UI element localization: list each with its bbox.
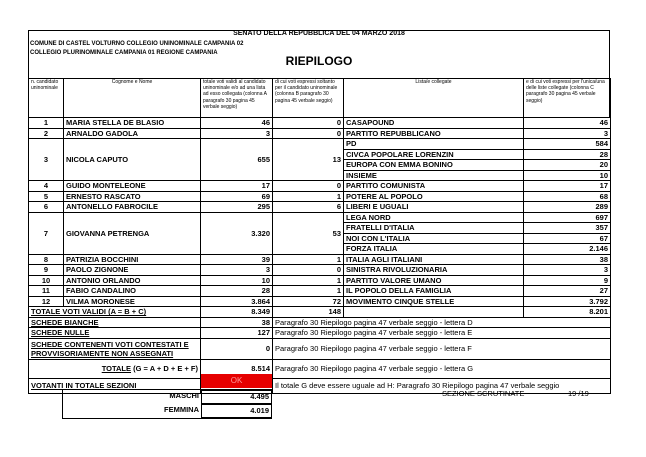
schede-nulle-label: SCHEDE NULLE xyxy=(29,328,201,339)
ok-status-badge: OK xyxy=(201,374,272,388)
contestate-label-line-2: PROVVISORIAMENTE NON ASSEGNATI xyxy=(31,348,174,358)
candidate-name: ERNESTO RASCATO xyxy=(64,191,201,202)
candidate-only-votes: 72 xyxy=(273,296,344,307)
candidate-total-votes: 17 xyxy=(201,181,273,192)
table-row xyxy=(29,202,611,213)
list-votes: 17 xyxy=(524,181,611,192)
list-name: POTERE AL POPOLO xyxy=(344,191,524,202)
list-name: MOVIMENTO CINQUE STELLE xyxy=(344,296,524,307)
totals-section xyxy=(29,307,611,394)
schede-nulle-value: 127 xyxy=(201,328,273,339)
list-votes: 3.792 xyxy=(524,296,611,307)
candidate-number: 5 xyxy=(29,191,64,202)
candidate-number: 4 xyxy=(29,181,64,192)
candidate-total-votes: 10 xyxy=(201,275,273,286)
candidate-number: 3 xyxy=(29,139,64,181)
total-valid-value: 8.349 xyxy=(201,307,273,318)
list-name: PARTITO COMUNISTA xyxy=(344,181,524,192)
candidate-only-votes: 13 xyxy=(273,139,344,181)
femmine-label: FEMMINA xyxy=(164,405,199,414)
candidate-name: PAOLO ZIGNONE xyxy=(64,265,201,276)
list-name: PARTITO REPUBBLICANO xyxy=(344,128,524,139)
col-header-only: di cui voti espressi soltanto per il candidato uninominale (colonna B paragrafo 30 pagina 45 verbale seggio) xyxy=(273,79,344,118)
contestate-label-line-1: SCHEDE CONTENENTI VOTI CONTESTATI E xyxy=(31,339,189,349)
candidate-number: 8 xyxy=(29,254,64,265)
candidate-only-votes: 6 xyxy=(273,202,344,213)
candidate-only-votes: 0 xyxy=(273,265,344,276)
candidate-only-votes: 1 xyxy=(273,286,344,297)
candidate-only-votes: 0 xyxy=(273,128,344,139)
candidate-only-votes: 53 xyxy=(273,212,344,254)
list-votes: 584 xyxy=(524,139,611,150)
sezione-scrutinate-label: SEZIONE SCRUTINATE xyxy=(442,389,525,398)
document-title: SENATO DELLA REPUBBLICA DEL 04 MARZO 2018 xyxy=(233,30,405,37)
sezione-scrutinate-value: 19 /19 xyxy=(568,389,589,398)
total-only-value: 148 xyxy=(273,307,344,318)
schede-contestate-label xyxy=(29,338,201,359)
list-votes: 68 xyxy=(524,191,611,202)
table-row xyxy=(29,128,611,139)
candidate-total-votes: 69 xyxy=(201,191,273,202)
table-row xyxy=(29,296,611,307)
results-table xyxy=(28,78,611,394)
table-row xyxy=(29,139,611,150)
votanti-label: VOTANTI IN TOTALE SEZIONI xyxy=(29,378,201,393)
candidate-total-votes: 655 xyxy=(201,139,273,181)
list-votes: 2.146 xyxy=(524,244,611,255)
list-votes: 3 xyxy=(524,128,611,139)
list-name: ITALIA AGLI ITALIANI xyxy=(344,254,524,265)
table-row xyxy=(29,286,611,297)
list-name: PD xyxy=(344,139,524,150)
list-name: FRATELLI D'ITALIA xyxy=(344,223,524,234)
candidate-name: GUIDO MONTELEONE xyxy=(64,181,201,192)
candidate-only-votes: 1 xyxy=(273,275,344,286)
total-valid-label: TOTALE VOTI VALIDI (A = B + C) xyxy=(29,307,201,318)
candidate-number: 10 xyxy=(29,275,64,286)
candidate-only-votes: 1 xyxy=(273,254,344,265)
list-votes: 27 xyxy=(524,286,611,297)
totale-g-note: Paragrafo 30 Riepilogo pagina 47 verbale seggio - lettera G xyxy=(273,359,611,378)
totale-g-row xyxy=(29,359,611,378)
table-row xyxy=(29,265,611,276)
schede-bianche-row xyxy=(29,317,611,328)
votanti-note: Il totale G deve essere uguale ad H: Paragrafo 30 Riepilogo pagina 47 verbale seggio xyxy=(273,378,611,393)
list-name: CASAPOUND xyxy=(344,118,524,129)
list-votes: 38 xyxy=(524,254,611,265)
total-lists-value: 8.201 xyxy=(524,307,611,318)
schede-contestate-row xyxy=(29,338,611,359)
collegio-line: COLLEGIO PLURINOMINALE CAMPANIA 01 REGIONE CAMPANIA xyxy=(30,50,218,56)
candidate-total-votes: 28 xyxy=(201,286,273,297)
list-name: SINISTRA RIVOLUZIONARIA xyxy=(344,265,524,276)
candidate-name: VILMA MORONESE xyxy=(64,296,201,307)
list-name: IL POPOLO DELLA FAMIGLIA xyxy=(344,286,524,297)
schede-bianche-label: SCHEDE BIANCHE xyxy=(29,317,201,328)
candidate-only-votes: 1 xyxy=(273,191,344,202)
schede-nulle-note: Paragrafo 30 Riepilogo pagina 47 verbale seggio - lettera E xyxy=(273,328,611,339)
list-votes: 3 xyxy=(524,265,611,276)
list-votes: 10 xyxy=(524,170,611,181)
schede-bianche-note: Paragrafo 30 Riepilogo pagina 47 verbale seggio - lettera D xyxy=(273,317,611,328)
candidate-name: GIOVANNA PETRENGA xyxy=(64,212,201,254)
candidate-total-votes: 46 xyxy=(201,118,273,129)
candidate-name: NICOLA CAPUTO xyxy=(64,139,201,181)
candidate-total-votes: 295 xyxy=(201,202,273,213)
candidate-number: 12 xyxy=(29,296,64,307)
col-header-total: totale voti validi al candidato uninominale e/o ad una lista ad esso collegata (colonna A paragrafo 30 pagina 45 verbale seggio) xyxy=(201,79,273,118)
total-valid-row xyxy=(29,307,611,318)
list-votes: 9 xyxy=(524,275,611,286)
candidate-total-votes: 39 xyxy=(201,254,273,265)
schede-contestate-note: Paragrafo 30 Riepilogo pagina 47 verbale seggio - lettera F xyxy=(273,338,611,359)
col-header-number: n. candidato uninominale xyxy=(29,79,64,118)
schede-contestate-value: 0 xyxy=(201,338,273,359)
col-header-lists: Lista/e collegate xyxy=(344,79,524,118)
list-name: NOI CON L'ITALIA xyxy=(344,233,524,244)
list-votes: 289 xyxy=(524,202,611,213)
table-row xyxy=(29,191,611,202)
totale-g-value: 8.514 xyxy=(201,359,273,378)
list-name: INSIEME xyxy=(344,170,524,181)
candidate-name: MARIA STELLA DE BLASIO xyxy=(64,118,201,129)
table-row xyxy=(29,254,611,265)
list-votes: 20 xyxy=(524,160,611,171)
list-name: LEGA NORD xyxy=(344,212,524,223)
comune-line: COMUNE DI CASTEL VOLTURNO COLLEGIO UNINOMINALE CAMPANIA 02 xyxy=(30,41,244,47)
list-name: FORZA ITALIA xyxy=(344,244,524,255)
col-header-name: Cognome e Nome xyxy=(64,79,201,118)
table-row xyxy=(29,275,611,286)
list-name: PARTITO VALORE UMANO xyxy=(344,275,524,286)
candidate-name: FABIO CANDALINO xyxy=(64,286,201,297)
totale-g-label xyxy=(29,359,201,378)
list-name: CIVCA POPOLARE LORENZIN xyxy=(344,149,524,160)
schede-bianche-value: 38 xyxy=(201,317,273,328)
totale-g-word: TOTALE xyxy=(101,364,132,373)
candidate-total-votes: 3 xyxy=(201,128,273,139)
candidate-number: 6 xyxy=(29,202,64,213)
list-name: EUROPA CON EMMA BONINO xyxy=(344,160,524,171)
maschi-label: MASCHI xyxy=(169,391,199,400)
schede-nulle-row xyxy=(29,328,611,339)
list-votes: 697 xyxy=(524,212,611,223)
candidate-total-votes: 3.320 xyxy=(201,212,273,254)
maschi-value: 4.495 xyxy=(201,390,272,404)
list-votes: 28 xyxy=(524,149,611,160)
list-votes: 357 xyxy=(524,223,611,234)
table-header-row xyxy=(29,79,611,118)
candidate-total-votes: 3 xyxy=(201,265,273,276)
col-header-listvotes: e di cui voti espressi per l'unica/una delle liste collegate (colonna C paragrafo 30 pagina 45 verbale seggio) xyxy=(524,79,611,118)
candidate-total-votes: 3.864 xyxy=(201,296,273,307)
list-votes: 67 xyxy=(524,233,611,244)
candidate-number: 2 xyxy=(29,128,64,139)
table-row xyxy=(29,181,611,192)
totale-g-formula: (G = A + D + E + F) xyxy=(133,364,198,373)
candidate-name: ANTONELLO FABROCILE xyxy=(64,202,201,213)
candidate-number: 11 xyxy=(29,286,64,297)
section-title: RIEPILOGO xyxy=(285,54,353,68)
candidate-number: 7 xyxy=(29,212,64,254)
candidate-name: ARNALDO GADOLA xyxy=(64,128,201,139)
femmine-value: 4.019 xyxy=(201,404,272,418)
table-row xyxy=(29,118,611,129)
candidate-number: 1 xyxy=(29,118,64,129)
list-votes: 46 xyxy=(524,118,611,129)
table-row xyxy=(29,212,611,223)
candidate-name: PATRIZIA BOCCHINI xyxy=(64,254,201,265)
list-name: LIBERI E UGUALI xyxy=(344,202,524,213)
candidate-number: 9 xyxy=(29,265,64,276)
candidate-only-votes: 0 xyxy=(273,118,344,129)
candidate-only-votes: 0 xyxy=(273,181,344,192)
candidate-name: ANTONIO ORLANDO xyxy=(64,275,201,286)
